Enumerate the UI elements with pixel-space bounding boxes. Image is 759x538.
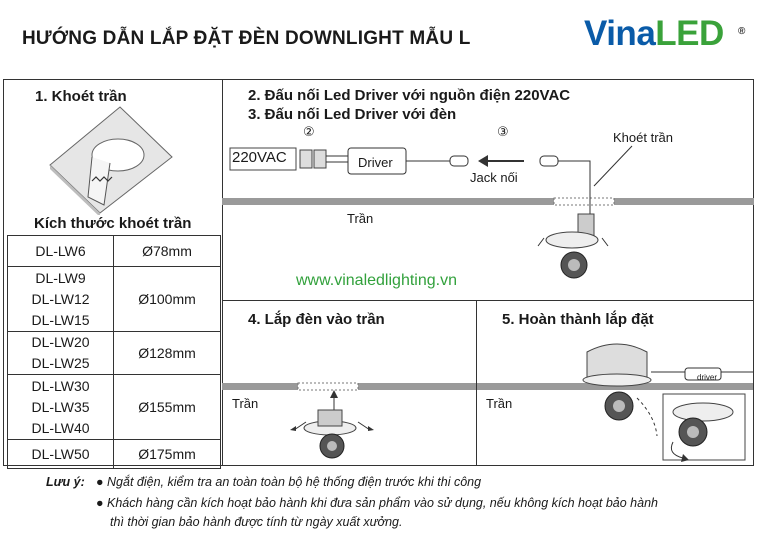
step4-illustration — [222, 380, 476, 466]
driver-label: Driver — [358, 155, 393, 170]
size-cell: Ø155mm — [114, 375, 221, 440]
table-row — [8, 236, 221, 267]
step5-illustration — [477, 332, 753, 466]
note-item: ● Khách hàng cần kích hoạt bảo hành khi đưa sản phẩm vào sử dụng, nếu không kích hoạt bảo hành — [96, 496, 658, 510]
size-table-title: Kích thước khoét trần — [34, 215, 192, 232]
table-row — [8, 267, 221, 332]
ceiling-label-top: Trần — [347, 211, 374, 226]
table-row — [8, 375, 221, 440]
note-item: ● Ngắt điện, kiểm tra an toàn toàn bộ hệ thống điện trước khi thi công — [96, 475, 482, 489]
step2-title: 2. Đấu nối Led Driver với nguồn điện 220VAC — [248, 87, 571, 104]
vinaled-logo: VinaLED ® — [584, 14, 745, 53]
row-divider — [222, 300, 754, 301]
step3-title: 3. Đấu nối Led Driver với đèn — [248, 106, 457, 123]
size-cell: Ø100mm — [114, 267, 221, 332]
cut-size-table — [7, 235, 221, 469]
step4-title: 4. Lắp đèn vào trần — [248, 311, 385, 328]
model-cell: DL-LW30 DL-LW35 DL-LW40 — [8, 375, 114, 440]
size-cell: Ø175mm — [114, 440, 221, 469]
step1-title: 1. Khoét trần — [35, 88, 127, 105]
driver-small-label: driver — [697, 373, 718, 382]
website-url: www.vinaledlighting.vn — [296, 272, 457, 289]
page-title: HƯỚNG DẪN LẮP ĐẶT ĐÈN DOWNLIGHT MẪU L — [22, 28, 471, 49]
note-item: thì thời gian bảo hành được tính từ ngày xuất xưởng. — [110, 515, 403, 529]
model-cell: DL-LW50 — [8, 440, 114, 469]
size-cell: Ø78mm — [114, 236, 221, 267]
ceiling-label-step4: Trần — [232, 396, 259, 411]
model-cell: DL-LW6 — [8, 236, 114, 267]
marker-2: ② — [303, 124, 315, 139]
size-cell: Ø128mm — [114, 332, 221, 375]
table-row — [8, 332, 221, 375]
note-label: Lưu ý: — [46, 475, 85, 489]
table-row — [8, 440, 221, 469]
voltage-label: 220VAC — [232, 149, 287, 166]
cut-label: Khoét trần — [613, 130, 673, 145]
ceiling-label-step5: Trần — [486, 396, 513, 411]
jack-label: Jack nối — [470, 170, 518, 185]
step5-title: 5. Hoàn thành lắp đặt — [502, 311, 654, 328]
model-cell: DL-LW9 DL-LW12 DL-LW15 — [8, 267, 114, 332]
marker-3: ③ — [497, 124, 509, 139]
ceiling-cut-illustration — [40, 105, 180, 215]
model-cell: DL-LW20 DL-LW25 — [8, 332, 114, 375]
